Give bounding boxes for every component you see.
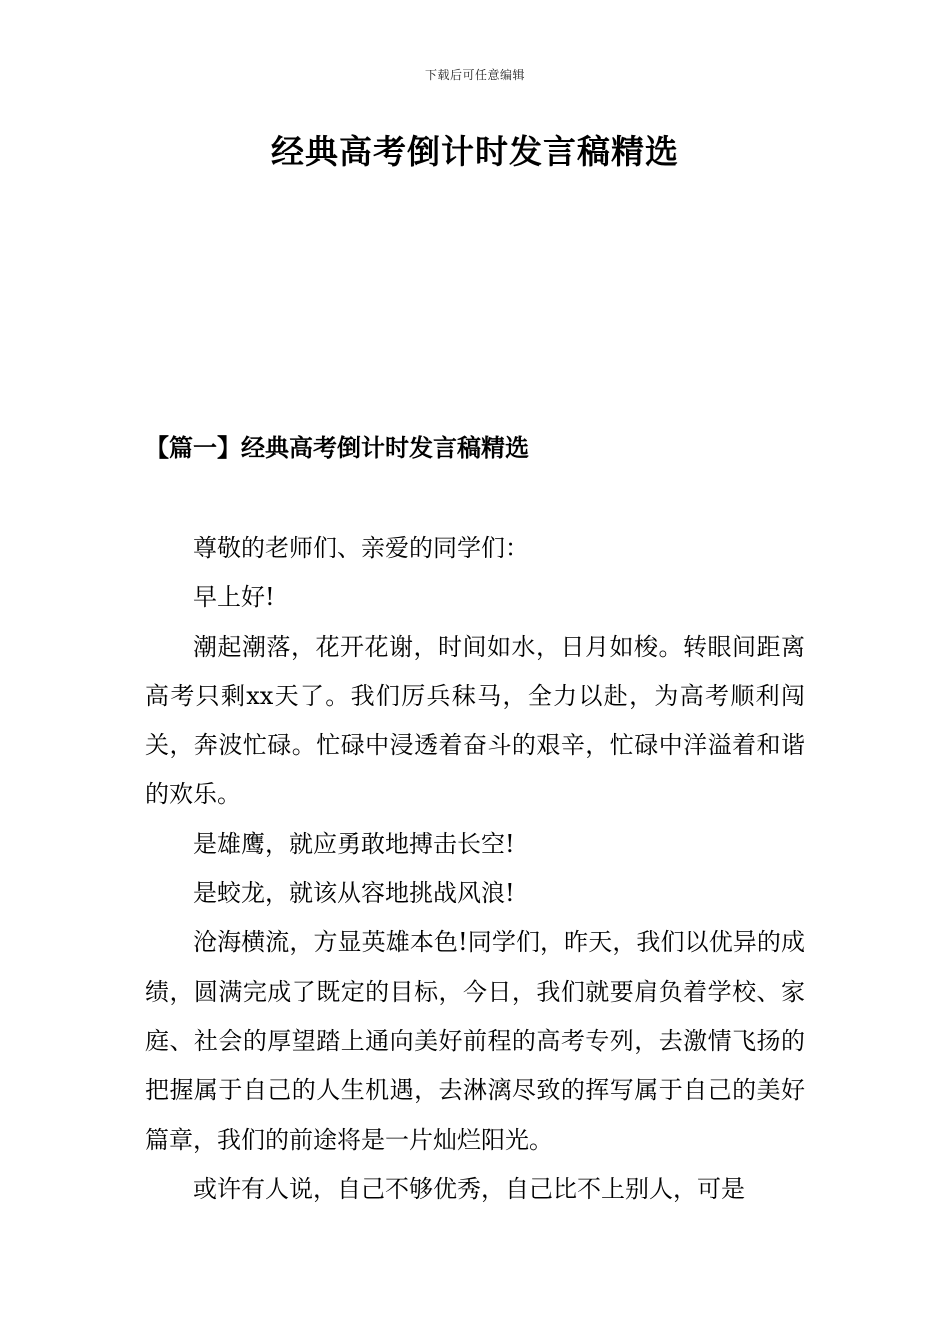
paragraph-greeting: 尊敬的老师们、亲爱的同学们： [193,534,529,562]
paragraph-good-morning: 早上好! [193,583,275,612]
paragraph: 是雄鹰，就应勇敢地搏击长空! [193,829,515,858]
paragraph: 潮起潮落，花开花谢，时间如水，日月如梭。转眼间距离高考只剩xx天了。我们厉兵秣马，全力以赴，为高考顺利闯关，奔波忙碌。忙碌中浸透着奋斗的艰辛，忙碌中洋溢着和谐的欢乐。 [145,632,805,809]
section-heading: 【篇一】经典高考倒计时发言稿精选 [145,433,529,462]
paragraph: 或许有人说，自己不够优秀，自己比不上别人，可是 [193,1174,745,1203]
paragraph: 是蛟龙，就该从容地挑战风浪! [193,879,515,908]
body-text [145,524,805,1214]
document-title: 经典高考倒计时发言稿精选 [271,132,679,171]
paragraph: 沧海横流，方显英雄本色!同学们，昨天，我们以优异的成绩，圆满完成了既定的目标，今日，我们就要肩负着学校、家庭、社会的厚望踏上通向美好前程的高考专列，去激情飞扬的把握属于自己的人生机遇，去淋漓尽致的挥写属于自己的美好篇章，我们的前途将是一片灿烂阳光。 [145,928,805,1154]
header-note: 下载后可任意编辑 [424,68,525,82]
